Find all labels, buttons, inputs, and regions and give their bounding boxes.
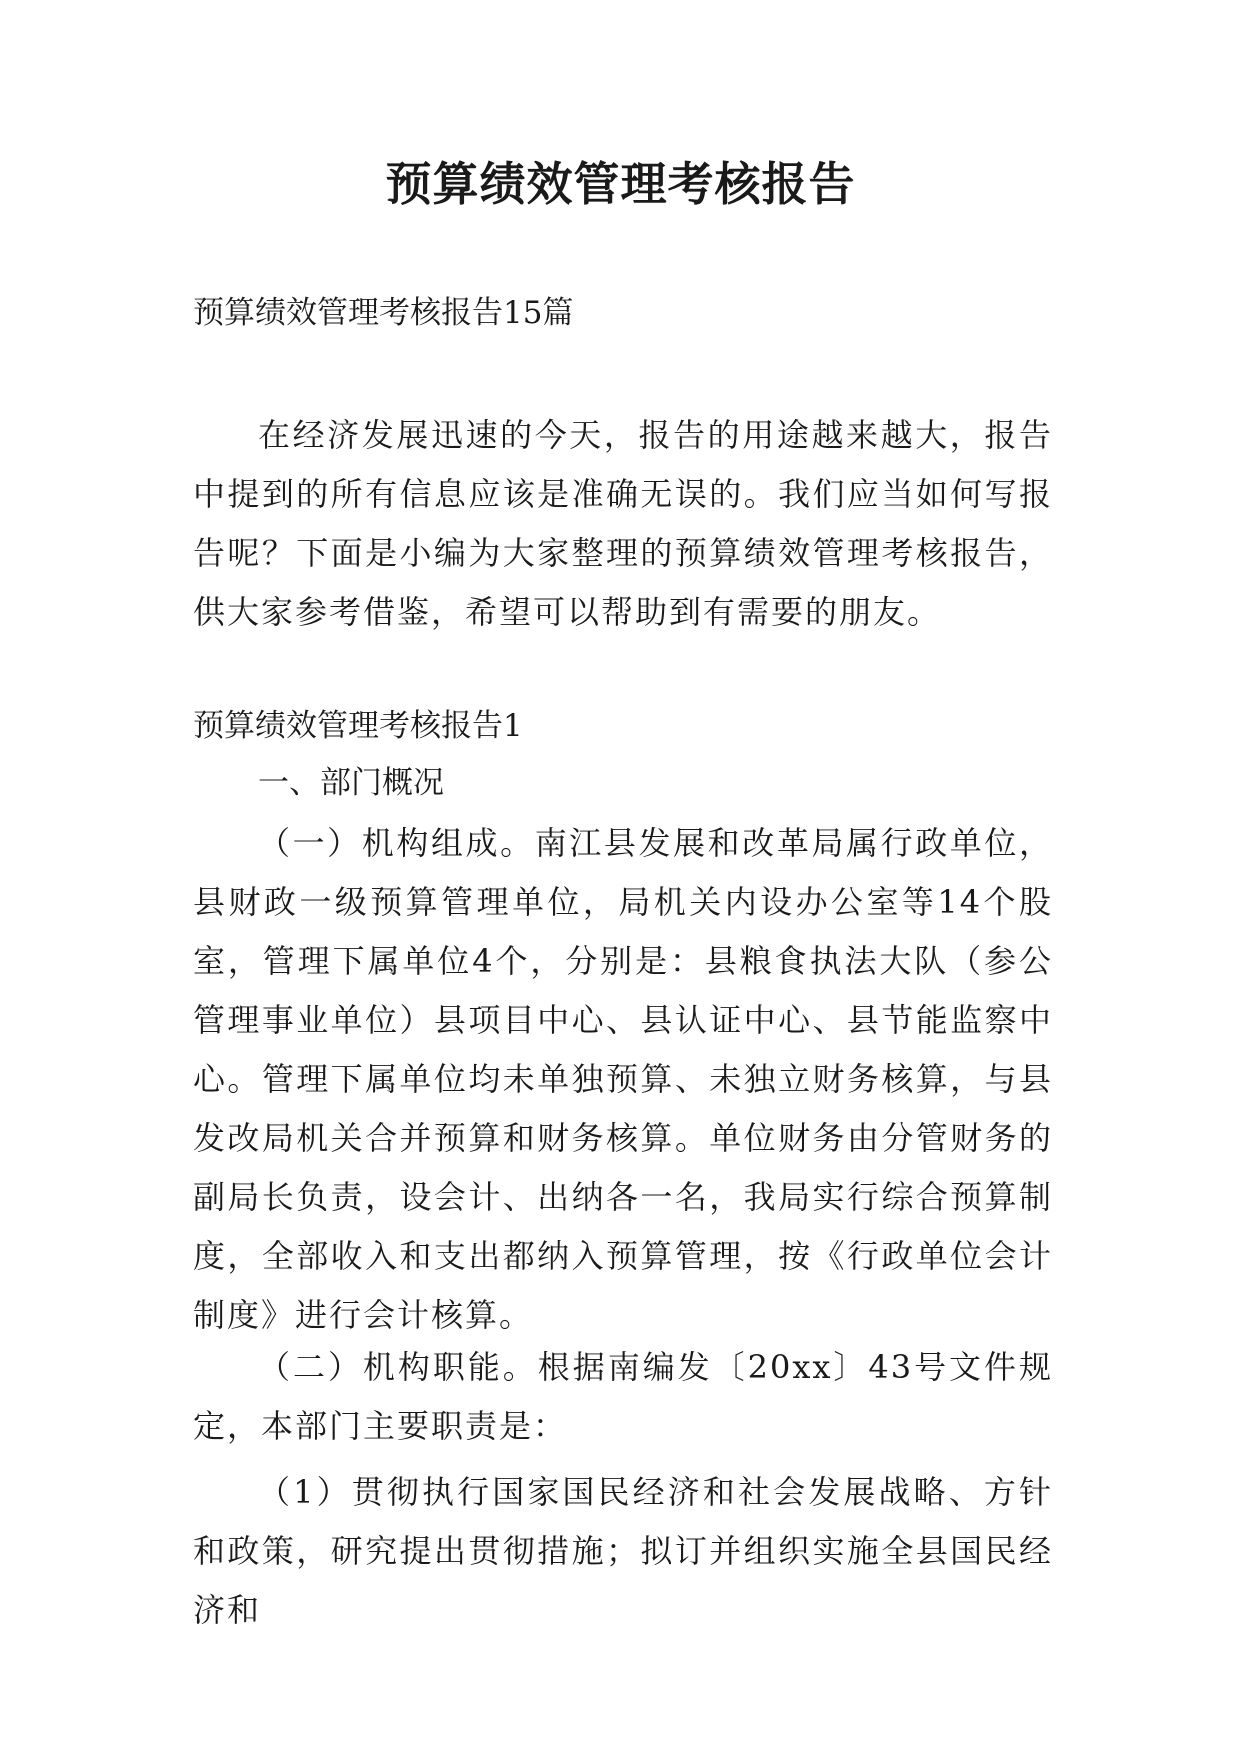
- intro-paragraph: 在经济发展迅速的今天，报告的用途越来越大，报告中提到的所有信息应该是准确无误的。我们应当如何写报告呢？下面是小编为大家整理的预算绩效管理考核报告，供大家参考借鉴，希望可以帮助到有需要的朋友。: [193, 416, 1053, 631]
- paragraph-organization: （一）机构组成。南江县发展和改革局属行政单位，县财政一级预算管理单位，局机关内设办公室等14个股室，管理下属单位4个，分别是：县粮食执法大队（参公管理事业单位）县项目中心、县认证中心、县节能监察中心。管理下属单位均未单独预算、未独立财务核算，与县发改局机关合并预算和财务核算。单位财务由分管财务的副局长负责，设会计、出纳各一名，我局实行综合预算制度，全部收入和支出都纳入预算管理，按《行政单位会计制度》进行会计核算。: [193, 824, 1053, 1334]
- section-heading-1: 一、部门概况: [258, 765, 444, 801]
- paragraph-duty-1: （1）贯彻执行国家国民经济和社会发展战略、方针和政策，研究提出贯彻措施；拟订并组织实施全县国民经济和: [193, 1473, 1053, 1629]
- section-title: 预算绩效管理考核报告1: [193, 708, 523, 744]
- document-subtitle: 预算绩效管理考核报告15篇: [193, 295, 574, 331]
- document-title: 预算绩效管理考核报告: [385, 157, 856, 211]
- paragraph-functions: （二）机构职能。根据南编发〔20xx〕43号文件规定，本部门主要职责是：: [193, 1348, 1053, 1445]
